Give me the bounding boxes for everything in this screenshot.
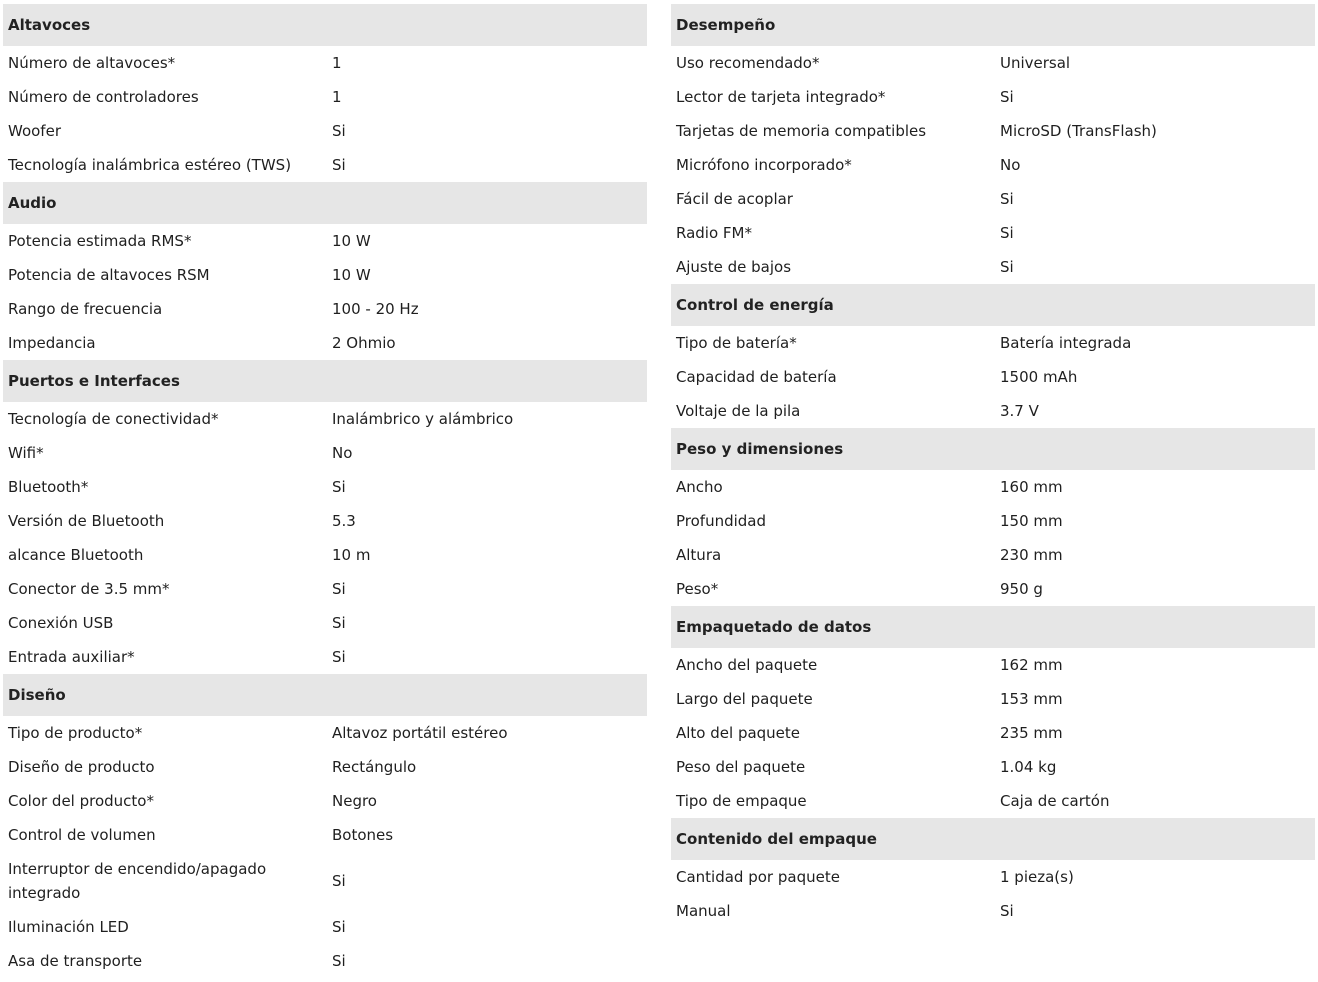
spec-row — [671, 894, 1315, 928]
spec-label: Wifi* — [8, 444, 44, 462]
spec-label: Interruptor de encendido/apagado integrado — [8, 860, 267, 902]
spec-label: Tipo de empaque — [676, 792, 807, 810]
spec-value: Si — [332, 156, 346, 174]
section-header-empaquetado: Empaquetado de datos — [671, 606, 1315, 648]
spec-row — [3, 818, 647, 852]
spec-value: Batería integrada — [1000, 334, 1132, 352]
spec-value: Si — [1000, 224, 1014, 242]
spec-value: MicroSD (TransFlash) — [1000, 122, 1157, 140]
spec-label: Color del producto* — [8, 792, 154, 810]
spec-label: Rango de frecuencia — [8, 300, 163, 318]
spec-label: Ancho — [676, 478, 723, 496]
spec-value: 1.04 kg — [1000, 758, 1057, 776]
spec-row — [3, 224, 647, 258]
spec-label: Ajuste de bajos — [676, 258, 792, 276]
spec-value: 10 W — [332, 266, 371, 284]
spec-row — [3, 402, 647, 436]
spec-row — [3, 80, 647, 114]
spec-label: Ancho del paquete — [676, 656, 818, 674]
spec-row — [3, 292, 647, 326]
spec-row — [671, 504, 1315, 538]
spec-label: Lector de tarjeta integrado* — [676, 88, 886, 106]
spec-value: Universal — [1000, 54, 1071, 72]
spec-row — [671, 682, 1315, 716]
spec-label: Potencia estimada RMS* — [8, 232, 192, 250]
spec-value: 100 - 20 Hz — [332, 300, 419, 318]
spec-value: Si — [332, 614, 346, 632]
spec-value: Rectángulo — [332, 758, 417, 776]
spec-row — [671, 538, 1315, 572]
spec-label: Versión de Bluetooth — [8, 512, 165, 530]
spec-label: Tipo de batería* — [676, 334, 797, 352]
spec-value: 230 mm — [1000, 546, 1063, 564]
spec-value: Si — [332, 918, 346, 936]
section-header-energia: Control de energía — [671, 284, 1315, 326]
spec-value: 153 mm — [1000, 690, 1063, 708]
spec-value: 5.3 — [332, 512, 356, 530]
spec-label: Conector de 3.5 mm* — [8, 580, 170, 598]
spec-value: 1500 mAh — [1000, 368, 1078, 386]
spec-label: Número de altavoces* — [8, 54, 176, 72]
section-header-puertos: Puertos e Interfaces — [3, 360, 647, 402]
section-header-diseno: Diseño — [3, 674, 647, 716]
spec-row — [3, 148, 647, 182]
spec-value: 10 m — [332, 546, 371, 564]
spec-row — [671, 46, 1315, 80]
spec-value: 160 mm — [1000, 478, 1063, 496]
spec-column-left — [3, 4, 647, 978]
spec-row — [3, 640, 647, 674]
spec-label: Woofer — [8, 122, 61, 140]
spec-label: Tipo de producto* — [8, 724, 143, 742]
section-header-audio: Audio — [3, 182, 647, 224]
spec-value: 1 — [332, 54, 342, 72]
spec-row — [671, 784, 1315, 818]
spec-row — [671, 326, 1315, 360]
spec-row — [671, 148, 1315, 182]
spec-row — [671, 394, 1315, 428]
spec-row — [3, 852, 647, 910]
spec-value: Si — [332, 580, 346, 598]
spec-value: 162 mm — [1000, 656, 1063, 674]
spec-row — [671, 750, 1315, 784]
spec-label: Bluetooth* — [8, 478, 89, 496]
spec-label: Asa de transporte — [8, 952, 143, 970]
spec-label: Peso del paquete — [676, 758, 806, 776]
spec-label: Tecnología inalámbrica estéreo (TWS) — [8, 156, 292, 174]
spec-value: Negro — [332, 792, 377, 810]
spec-value: No — [332, 444, 353, 462]
spec-row — [3, 750, 647, 784]
spec-row — [671, 216, 1315, 250]
spec-label: Conexión USB — [8, 614, 114, 632]
spec-label: Iluminación LED — [8, 918, 129, 936]
spec-value: Caja de cartón — [1000, 792, 1110, 810]
spec-label: Alto del paquete — [676, 724, 801, 742]
spec-row — [3, 910, 647, 944]
spec-label: Micrófono incorporado* — [676, 156, 852, 174]
spec-value: Botones — [332, 826, 394, 844]
spec-value: No — [1000, 156, 1021, 174]
spec-value: 3.7 V — [1000, 402, 1039, 420]
spec-row — [3, 46, 647, 80]
spec-label: Manual — [676, 902, 731, 920]
spec-label: Radio FM* — [676, 224, 752, 242]
spec-row — [3, 538, 647, 572]
spec-value: Inalámbrico y alámbrico — [332, 410, 514, 428]
spec-label: Cantidad por paquete — [676, 868, 840, 886]
spec-value: Altavoz portátil estéreo — [332, 724, 508, 742]
spec-label: Voltaje de la pila — [676, 402, 801, 420]
spec-label: Potencia de altavoces RSM — [8, 266, 210, 284]
spec-row — [3, 436, 647, 470]
spec-value: Si — [332, 872, 346, 890]
spec-row — [671, 716, 1315, 750]
spec-value: Si — [1000, 88, 1014, 106]
spec-label: Tecnología de conectividad* — [8, 410, 219, 428]
spec-row — [671, 648, 1315, 682]
spec-row — [3, 470, 647, 504]
spec-value: Si — [332, 122, 346, 140]
spec-label: Uso recomendado* — [676, 54, 820, 72]
spec-row — [3, 258, 647, 292]
spec-label: Diseño de producto — [8, 758, 155, 776]
section-header-desempeno: Desempeño — [671, 4, 1315, 46]
spec-label: Capacidad de batería — [676, 368, 837, 386]
spec-value: Si — [332, 648, 346, 666]
spec-row — [671, 250, 1315, 284]
spec-label: alcance Bluetooth — [8, 546, 144, 564]
spec-row — [671, 470, 1315, 504]
spec-value: Si — [1000, 902, 1014, 920]
spec-row — [671, 182, 1315, 216]
spec-label: Tarjetas de memoria compatibles — [676, 122, 927, 140]
spec-row — [671, 360, 1315, 394]
spec-row — [3, 326, 647, 360]
spec-row — [671, 860, 1315, 894]
spec-value: 950 g — [1000, 580, 1043, 598]
spec-value: Si — [1000, 190, 1014, 208]
spec-row — [3, 784, 647, 818]
spec-label: Altura — [676, 546, 722, 564]
spec-value: 2 Ohmio — [332, 334, 396, 352]
spec-value: Si — [332, 478, 346, 496]
spec-row — [671, 114, 1315, 148]
spec-label: Fácil de acoplar — [676, 190, 793, 208]
spec-value: 1 — [332, 88, 342, 106]
section-header-contenido: Contenido del empaque — [671, 818, 1315, 860]
spec-row — [3, 606, 647, 640]
spec-value: 1 pieza(s) — [1000, 868, 1074, 886]
spec-row — [3, 944, 647, 978]
spec-value: 235 mm — [1000, 724, 1063, 742]
spec-value: Si — [1000, 258, 1014, 276]
spec-row — [3, 114, 647, 148]
spec-row — [3, 716, 647, 750]
spec-row — [671, 572, 1315, 606]
spec-label: Profundidad — [676, 512, 767, 530]
section-header-peso-dimensiones: Peso y dimensiones — [671, 428, 1315, 470]
spec-label: Control de volumen — [8, 826, 156, 844]
section-header-altavoces: Altavoces — [3, 4, 647, 46]
spec-label: Peso* — [676, 580, 719, 598]
spec-label: Número de controladores — [8, 88, 199, 106]
spec-column-right — [671, 4, 1315, 928]
spec-row — [671, 80, 1315, 114]
spec-row — [3, 504, 647, 538]
spec-label: Entrada auxiliar* — [8, 648, 135, 666]
spec-value: 150 mm — [1000, 512, 1063, 530]
spec-row — [3, 572, 647, 606]
spec-label: Largo del paquete — [676, 690, 813, 708]
spec-label: Impedancia — [8, 334, 96, 352]
spec-value: 10 W — [332, 232, 371, 250]
spec-value: Si — [332, 952, 346, 970]
